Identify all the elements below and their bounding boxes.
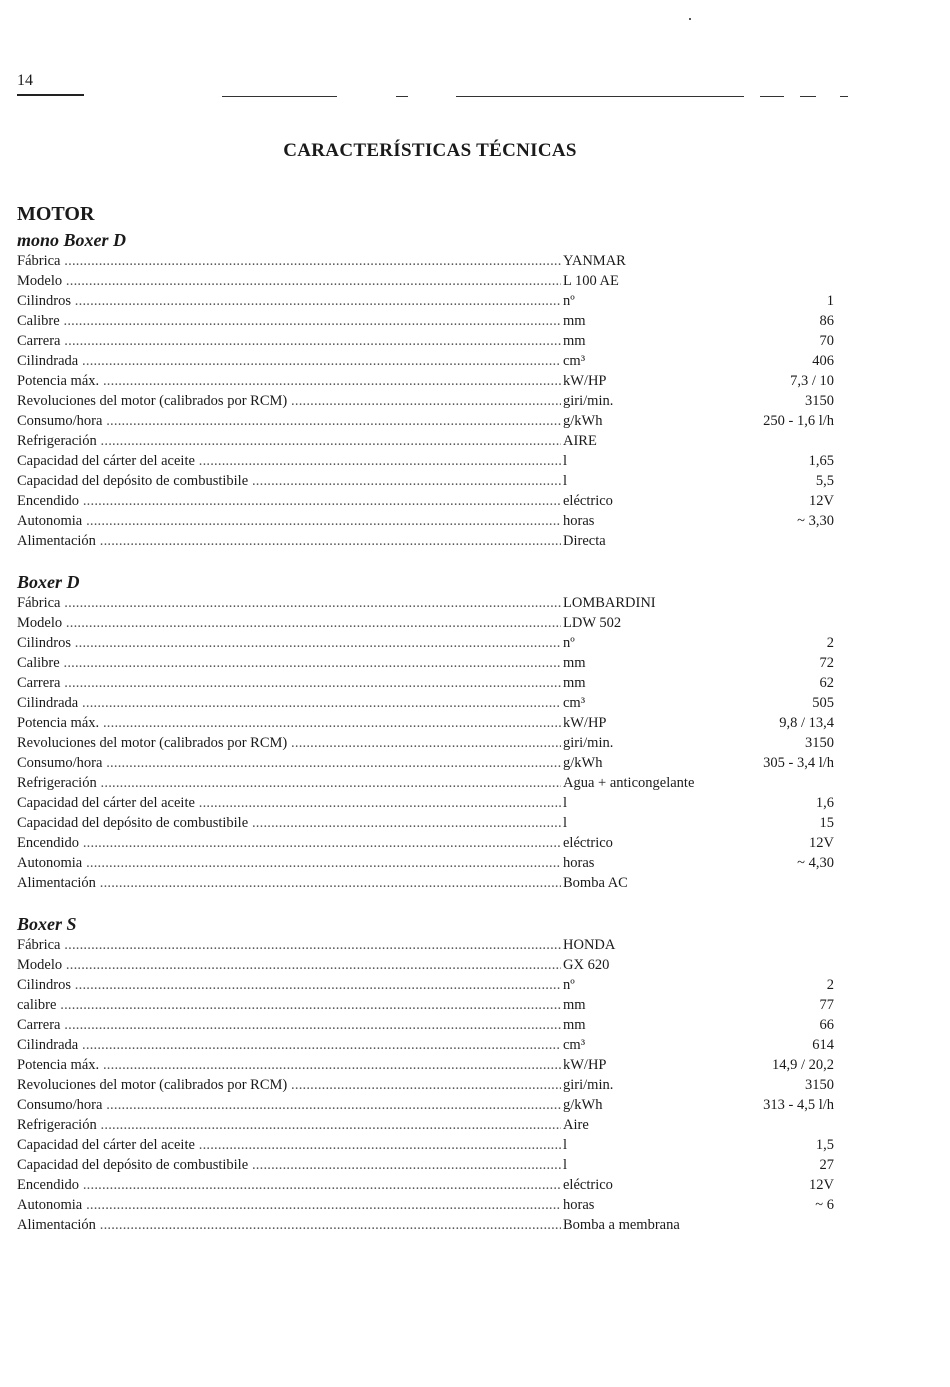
spec-value: 7,3 / 10 [790, 373, 834, 389]
section-title-motor: MOTOR [17, 203, 95, 225]
spec-unit: Agua + anticongelante [563, 775, 695, 791]
header-rule [396, 96, 408, 97]
spec-unit: nº [563, 293, 575, 309]
spec-unit: giri/min. [563, 393, 614, 409]
spec-row [17, 613, 837, 633]
spec-row [17, 271, 837, 291]
spec-row [17, 1175, 837, 1195]
spec-row [17, 853, 837, 873]
spec-label: Capacidad del depósito de combustibile ..... [17, 1155, 561, 1175]
spec-row [17, 1075, 837, 1095]
spec-row [17, 673, 837, 693]
spec-label: Refrigeración ..... [17, 773, 561, 793]
spec-value: 72 [819, 655, 834, 671]
spec-row [17, 1135, 837, 1155]
spec-label: Revoluciones del motor (calibrados por RCM) ..... [17, 733, 561, 753]
header-rule [222, 96, 337, 97]
engine-name: Boxer D [17, 572, 80, 592]
spec-row [17, 1095, 837, 1115]
spec-value: 66 [819, 1017, 834, 1033]
spec-unit: eléctrico [563, 493, 613, 509]
spec-row [17, 975, 837, 995]
spec-unit: Directa [563, 533, 606, 549]
spec-row [17, 1035, 837, 1055]
spec-unit: mm [563, 655, 586, 671]
spec-row [17, 653, 837, 673]
spec-row [17, 251, 837, 271]
spec-unit: l [563, 795, 568, 811]
spec-unit: kW/HP [563, 373, 607, 389]
spec-unit: LDW 502 [563, 615, 622, 631]
spec-row [17, 351, 837, 371]
spec-value: ~ 6 [815, 1197, 834, 1213]
spec-unit: mm [563, 313, 586, 329]
document-title: CARACTERÍSTICAS TÉCNICAS [283, 140, 577, 161]
spec-unit: L 100 AE [563, 273, 619, 289]
spec-label: Capacidad del cárter del aceite ..... [17, 793, 561, 813]
spec-row [17, 1215, 837, 1235]
spec-row [17, 1015, 837, 1035]
spec-unit: Bomba AC [563, 875, 628, 891]
spec-row [17, 491, 837, 511]
spec-unit: AIRE [563, 433, 597, 449]
page-number: 14 [17, 72, 33, 89]
spec-value: 12V [809, 493, 834, 509]
spec-label: Modelo ..... [17, 271, 561, 291]
spec-label: Cilindrada ..... [17, 1035, 561, 1055]
spec-label: Capacidad del depósito de combustibile ..... [17, 813, 561, 833]
spec-label: Cilindros ..... [17, 975, 561, 995]
spec-row [17, 371, 837, 391]
spec-label: Calibre ..... [17, 311, 561, 331]
spec-label: Autonomia ..... [17, 853, 561, 873]
spec-row [17, 633, 837, 653]
spec-row [17, 331, 837, 351]
spec-unit: eléctrico [563, 835, 613, 851]
spec-row [17, 813, 837, 833]
spec-label: Consumo/hora ..... [17, 411, 561, 431]
spec-label: Capacidad del cárter del aceite ..... [17, 1135, 561, 1155]
spec-label: Fábrica ..... [17, 251, 561, 271]
spec-label: Alimentación ..... [17, 531, 561, 551]
spec-unit: kW/HP [563, 1057, 607, 1073]
spec-row [17, 451, 837, 471]
spec-value: 5,5 [815, 473, 834, 489]
spec-unit: g/kWh [563, 413, 603, 429]
spec-label: Cilindrada ..... [17, 351, 561, 371]
spec-value: 1,6 [815, 795, 834, 811]
spec-unit: l [563, 453, 568, 469]
spec-unit: l [563, 473, 568, 489]
spec-list [17, 593, 837, 893]
spec-unit: GX 620 [563, 957, 610, 973]
spec-unit: mm [563, 997, 586, 1013]
spec-label: Cilindros ..... [17, 291, 561, 311]
spec-label: Potencia máx. ..... [17, 1055, 561, 1075]
spec-unit: mm [563, 1017, 586, 1033]
spec-unit: cm³ [563, 695, 586, 711]
spec-label: Alimentación ..... [17, 873, 561, 893]
spec-label: Fábrica ..... [17, 593, 561, 613]
spec-unit: cm³ [563, 1037, 586, 1053]
spec-value: 2 [826, 635, 834, 651]
spec-label: Modelo ..... [17, 613, 561, 633]
spec-label: Revoluciones del motor (calibrados por RCM) ..... [17, 391, 561, 411]
spec-unit: LOMBARDINI [563, 595, 656, 611]
spec-row [17, 793, 837, 813]
spec-value: 3150 [805, 393, 834, 409]
spec-row [17, 391, 837, 411]
spec-unit: l [563, 1157, 568, 1173]
spec-value: 614 [812, 1037, 834, 1053]
spec-row [17, 733, 837, 753]
spec-value: 250 - 1,6 l/h [763, 413, 834, 429]
header-rule [800, 96, 816, 97]
spec-label: Fábrica ..... [17, 935, 561, 955]
spec-unit: kW/HP [563, 715, 607, 731]
spec-row [17, 311, 837, 331]
spec-value: 9,8 / 13,4 [779, 715, 834, 731]
spec-unit: l [563, 815, 568, 831]
spec-label: calibre ..... [17, 995, 561, 1015]
spec-label: Autonomia ..... [17, 1195, 561, 1215]
spec-label: Potencia máx. ..... [17, 713, 561, 733]
engine-name: mono Boxer D [17, 230, 127, 250]
spec-row [17, 1155, 837, 1175]
spec-value: 505 [812, 695, 834, 711]
spec-row [17, 531, 837, 551]
spec-label: Calibre ..... [17, 653, 561, 673]
engine-block [17, 229, 837, 551]
spec-value: 313 - 4,5 l/h [763, 1097, 834, 1113]
header-rule [17, 94, 84, 96]
spec-unit: Bomba a membrana [563, 1217, 680, 1233]
spec-value: 15 [819, 815, 834, 831]
spec-value: 1,5 [815, 1137, 834, 1153]
spec-unit: horas [563, 1197, 595, 1213]
spec-value: 62 [819, 675, 834, 691]
spec-row [17, 411, 837, 431]
spec-row [17, 291, 837, 311]
spec-value: 3150 [805, 1077, 834, 1093]
spec-unit: Aire [563, 1117, 589, 1133]
header-rule [840, 96, 848, 97]
spec-label: Carrera ..... [17, 331, 561, 351]
spec-label: Autonomia ..... [17, 511, 561, 531]
spec-row [17, 773, 837, 793]
spec-unit: cm³ [563, 353, 586, 369]
spec-unit: g/kWh [563, 755, 603, 771]
spec-unit: eléctrico [563, 1177, 613, 1193]
spec-row [17, 935, 837, 955]
engine-block [17, 571, 837, 893]
spec-value: 70 [819, 333, 834, 349]
spec-row [17, 1055, 837, 1075]
spec-label: Refrigeración ..... [17, 1115, 561, 1135]
spec-value: ~ 3,30 [797, 513, 834, 529]
spec-unit: nº [563, 977, 575, 993]
spec-label: Consumo/hora ..... [17, 753, 561, 773]
spec-row [17, 593, 837, 613]
spec-label: Capacidad del depósito de combustibile ..... [17, 471, 561, 491]
spec-value: 27 [819, 1157, 834, 1173]
spec-row [17, 753, 837, 773]
spec-row [17, 471, 837, 491]
engine-name: Boxer S [17, 914, 77, 934]
spec-unit: HONDA [563, 937, 616, 953]
spec-label: Consumo/hora ..... [17, 1095, 561, 1115]
spec-list [17, 935, 837, 1235]
spec-row [17, 955, 837, 975]
spec-label: Capacidad del cárter del aceite ..... [17, 451, 561, 471]
spec-label: Encendido ..... [17, 491, 561, 511]
spec-label: Revoluciones del motor (calibrados por RCM) ..... [17, 1075, 561, 1095]
spec-list [17, 251, 837, 551]
spec-label: Carrera ..... [17, 673, 561, 693]
spec-label: Encendido ..... [17, 833, 561, 853]
spec-value: 406 [812, 353, 834, 369]
spec-value: 305 - 3,4 l/h [763, 755, 834, 771]
spec-label: Cilindrada ..... [17, 693, 561, 713]
spec-label: Cilindros ..... [17, 633, 561, 653]
spec-unit: nº [563, 635, 575, 651]
header-rule [760, 96, 784, 97]
spec-label: Potencia máx. ..... [17, 371, 561, 391]
spec-unit: YANMAR [563, 253, 626, 269]
spec-unit: mm [563, 333, 586, 349]
spec-unit: l [563, 1137, 568, 1153]
spec-value: 1,65 [808, 453, 834, 469]
spec-row [17, 1195, 837, 1215]
spec-value: 3150 [805, 735, 834, 751]
spec-unit: horas [563, 513, 595, 529]
spec-label: Alimentación ..... [17, 1215, 561, 1235]
spec-value: 77 [819, 997, 834, 1013]
scan-speck [689, 18, 691, 20]
spec-label: Modelo ..... [17, 955, 561, 975]
spec-value: 12V [809, 1177, 834, 1193]
spec-label: Refrigeración ..... [17, 431, 561, 451]
spec-row [17, 431, 837, 451]
spec-label: Encendido ..... [17, 1175, 561, 1195]
spec-value: ~ 4,30 [797, 855, 834, 871]
spec-value: 86 [819, 313, 834, 329]
engine-block [17, 913, 837, 1235]
spec-value: 1 [826, 293, 834, 309]
spec-row [17, 693, 837, 713]
spec-row [17, 1115, 837, 1135]
spec-row [17, 713, 837, 733]
spec-label: Carrera ..... [17, 1015, 561, 1035]
spec-unit: horas [563, 855, 595, 871]
spec-unit: giri/min. [563, 735, 614, 751]
spec-unit: giri/min. [563, 1077, 614, 1093]
header-rule [456, 96, 744, 97]
spec-value: 12V [809, 835, 834, 851]
spec-row [17, 995, 837, 1015]
spec-value: 2 [826, 977, 834, 993]
spec-row [17, 833, 837, 853]
spec-row [17, 873, 837, 893]
spec-unit: g/kWh [563, 1097, 603, 1113]
spec-unit: mm [563, 675, 586, 691]
spec-value: 14,9 / 20,2 [771, 1057, 834, 1073]
spec-row [17, 511, 837, 531]
